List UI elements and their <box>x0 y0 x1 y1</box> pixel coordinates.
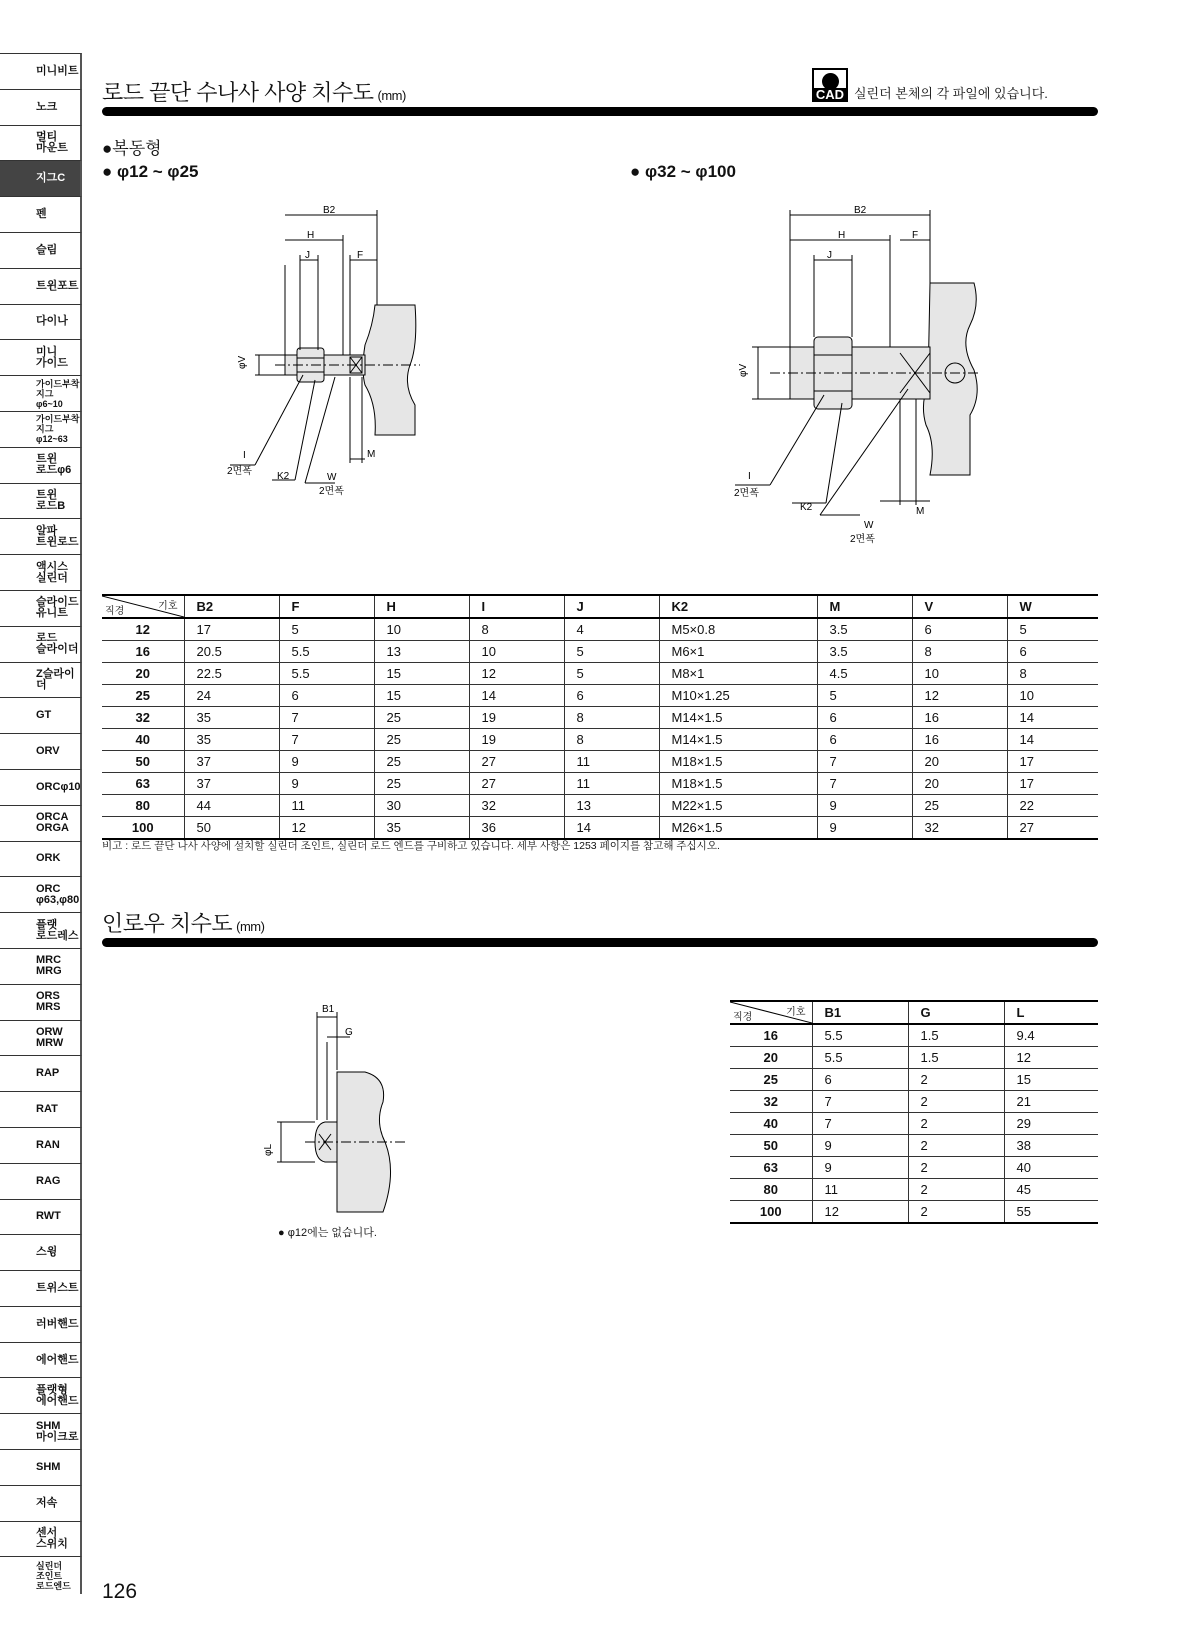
sidebar-item-7[interactable]: 다이나 <box>0 304 82 340</box>
t1-value-cell: 44 <box>184 795 279 817</box>
left-drawing-heading: ● φ12 ~ φ25 <box>102 162 199 181</box>
t2-diameter-cell: 40 <box>730 1113 812 1135</box>
t1-value-cell: 24 <box>184 685 279 707</box>
t2-value-cell: 2 <box>908 1157 1004 1179</box>
t1-value-cell: 8 <box>1007 663 1098 685</box>
t1-value-cell: 8 <box>564 707 659 729</box>
t1-value-cell: 4 <box>564 618 659 641</box>
t1-diameter-cell: 40 <box>102 729 184 751</box>
sidebar-item-10[interactable]: 가이드부착지그 φ12~63 <box>0 411 82 447</box>
sidebar-item-9[interactable]: 가이드부착지그 φ6~10 <box>0 375 82 411</box>
t2-corner-top-label: 기호 <box>786 1007 806 1018</box>
t2-value-cell: 11 <box>812 1179 908 1201</box>
dim-v-label-large: φV <box>738 363 749 377</box>
t1-diameter-cell: 63 <box>102 773 184 795</box>
right-drawing-heading: ● φ32 ~ φ100 <box>630 162 736 181</box>
t1-value-cell: 50 <box>184 817 279 840</box>
t1-value-cell: M14×1.5 <box>659 729 817 751</box>
t2-value-cell: 1.5 <box>908 1024 1004 1047</box>
t1-header-cell: H <box>374 595 469 618</box>
rod-end-spec-table <box>102 594 1098 840</box>
t2-value-cell: 2 <box>908 1069 1004 1091</box>
t1-value-cell: 30 <box>374 795 469 817</box>
section1-divider <box>102 107 1098 116</box>
dim-k2-label-small: K2 <box>277 471 290 482</box>
t1-value-cell: 14 <box>469 685 564 707</box>
spigot-note: ● φ12에는 없습니다. <box>278 1227 377 1239</box>
dim-b2-label-large: B2 <box>854 205 867 216</box>
sidebar-item-13[interactable]: 알파 트윈로드 <box>0 518 82 554</box>
sidebar-item-4[interactable]: 펜 <box>0 196 82 232</box>
dim-f-label-large: F <box>912 230 919 241</box>
t1-value-cell: 16 <box>912 707 1007 729</box>
t2-diameter-cell: 25 <box>730 1069 812 1091</box>
t1-value-cell: 3.5 <box>817 618 912 641</box>
sidebar-item-20[interactable]: ORCφ10 <box>0 769 82 805</box>
t1-value-cell: M26×1.5 <box>659 817 817 840</box>
dim-b1-label: B1 <box>322 1004 335 1015</box>
t2-value-cell: 2 <box>908 1113 1004 1135</box>
sidebar-item-22[interactable]: ORK <box>0 841 82 877</box>
t1-corner-bottom-label: 직경 <box>105 606 125 617</box>
t2-table-row <box>730 1047 1098 1069</box>
t1-diameter-cell: 12 <box>102 618 184 641</box>
dim-w-flat-label-small: 2면폭 <box>319 486 344 497</box>
cad-icon-label: CAD <box>812 88 848 102</box>
t1-value-cell: 12 <box>279 817 374 840</box>
t2-corner-bottom-label: 직경 <box>733 1012 753 1023</box>
t1-value-cell: 14 <box>564 817 659 840</box>
t1-value-cell: 13 <box>564 795 659 817</box>
t1-value-cell: 10 <box>912 663 1007 685</box>
t1-value-cell: M18×1.5 <box>659 751 817 773</box>
dim-j-label-large: J <box>827 250 832 261</box>
section2-divider <box>102 938 1098 947</box>
t2-value-cell: 12 <box>1004 1047 1098 1069</box>
t1-value-cell: 16 <box>912 729 1007 751</box>
t2-diameter-cell: 32 <box>730 1091 812 1113</box>
t1-value-cell: 6 <box>1007 641 1098 663</box>
t1-value-cell: 20 <box>912 773 1007 795</box>
sidebar-item-29[interactable]: RAT <box>0 1091 82 1127</box>
cad-note-text: 실린더 본체의 각 파일에 있습니다. <box>854 86 1048 101</box>
t1-header-cell: B2 <box>184 595 279 618</box>
t2-value-cell: 29 <box>1004 1113 1098 1135</box>
t1-value-cell: 17 <box>1007 773 1098 795</box>
t1-value-cell: 25 <box>374 773 469 795</box>
section1-unit: (mm) <box>377 88 406 103</box>
rod-end-drawing-small <box>215 205 435 525</box>
t1-value-cell: 8 <box>564 729 659 751</box>
dim-m-label-large: M <box>916 506 925 517</box>
t2-table-row <box>730 1024 1098 1047</box>
sidebar-item-25[interactable]: MRC MRG <box>0 948 82 984</box>
sidebar-item-17[interactable]: Z슬라이더 <box>0 662 82 698</box>
t1-value-cell: 6 <box>279 685 374 707</box>
dim-i-flat-label-large: 2면폭 <box>734 488 759 499</box>
t1-header-cell: M <box>817 595 912 618</box>
sidebar-item-32[interactable]: RWT <box>0 1199 82 1235</box>
t2-table-row <box>730 1179 1098 1201</box>
t2-diameter-cell: 16 <box>730 1024 812 1047</box>
sidebar-item-34[interactable]: 트위스트 <box>0 1270 82 1306</box>
sidebar-item-11[interactable]: 트윈 로드φ6 <box>0 447 82 483</box>
dim-i-flat-label-small: 2면폭 <box>227 466 252 477</box>
t1-value-cell: M6×1 <box>659 641 817 663</box>
t1-value-cell: 15 <box>374 685 469 707</box>
sidebar-item-1[interactable]: 노크 <box>0 89 82 125</box>
section1-title <box>102 76 406 107</box>
t2-value-cell: 12 <box>812 1201 908 1224</box>
t1-value-cell: 6 <box>817 729 912 751</box>
t2-value-cell: 9.4 <box>1004 1024 1098 1047</box>
table-remark: 비고 : 로드 끝단 나사 사양에 설치할 실린더 조인트, 실린더 로드 엔드를 구비하고 있습니다. 세부 사항은 1253 페이지를 참고해 주십시오. <box>102 840 720 852</box>
t1-value-cell: 27 <box>469 751 564 773</box>
t1-table-row <box>102 729 1098 751</box>
t2-value-cell: 45 <box>1004 1179 1098 1201</box>
t2-diameter-cell: 80 <box>730 1179 812 1201</box>
rod-end-drawing-large <box>730 205 1000 555</box>
t1-value-cell: 25 <box>374 751 469 773</box>
sidebar-item-31[interactable]: RAG <box>0 1163 82 1199</box>
t1-diameter-cell: 20 <box>102 663 184 685</box>
t1-value-cell: 4.5 <box>817 663 912 685</box>
t1-value-cell: 32 <box>469 795 564 817</box>
t2-diameter-cell: 50 <box>730 1135 812 1157</box>
t1-value-cell: M18×1.5 <box>659 773 817 795</box>
sidebar-item-33[interactable]: 스윙 <box>0 1234 82 1270</box>
t1-value-cell: 11 <box>564 751 659 773</box>
page-number: 126 <box>102 1580 138 1603</box>
sidebar-item-14[interactable]: 액시스 실린더 <box>0 554 82 590</box>
t2-value-cell: 2 <box>908 1201 1004 1224</box>
t2-value-cell: 38 <box>1004 1135 1098 1157</box>
t1-table-row <box>102 751 1098 773</box>
sidebar-item-2[interactable]: 멀티 마운트 <box>0 125 82 161</box>
t1-table-row <box>102 817 1098 840</box>
t2-value-cell: 9 <box>812 1135 908 1157</box>
t1-value-cell: 5.5 <box>279 663 374 685</box>
t1-value-cell: 19 <box>469 729 564 751</box>
t1-value-cell: 9 <box>279 751 374 773</box>
t1-value-cell: 22.5 <box>184 663 279 685</box>
sidebar-item-0[interactable]: 미니비트 <box>0 53 82 89</box>
t1-header-cell: W <box>1007 595 1098 618</box>
sidebar-item-5[interactable]: 슬림 <box>0 232 82 268</box>
t1-diameter-cell: 25 <box>102 685 184 707</box>
t1-header-cell: V <box>912 595 1007 618</box>
sidebar-item-18[interactable]: GT <box>0 697 82 733</box>
dim-k2-label-large: K2 <box>800 502 813 513</box>
t1-value-cell: 8 <box>912 641 1007 663</box>
sidebar-item-30[interactable]: RAN <box>0 1127 82 1163</box>
dim-j-label-small: J <box>305 250 310 261</box>
sidebar-item-19[interactable]: ORV <box>0 733 82 769</box>
dim-b2-label-small: B2 <box>323 205 336 216</box>
t1-header-cell: F <box>279 595 374 618</box>
t1-table-row <box>102 618 1098 641</box>
dim-f-label-small: F <box>357 250 364 261</box>
t1-table-row <box>102 773 1098 795</box>
t1-diameter-cell: 32 <box>102 707 184 729</box>
t2-header-cell: L <box>1004 1001 1098 1024</box>
sidebar-item-37[interactable]: 플랫형 에어핸드 <box>0 1377 82 1413</box>
t2-value-cell: 2 <box>908 1179 1004 1201</box>
t1-value-cell: 25 <box>374 729 469 751</box>
section1-title-text: 로드 끝단 수나사 사양 치수도 <box>102 80 374 105</box>
t1-value-cell: 9 <box>817 817 912 840</box>
t1-value-cell: 7 <box>279 729 374 751</box>
t1-value-cell: 6 <box>564 685 659 707</box>
t1-value-cell: 10 <box>1007 685 1098 707</box>
cad-icon <box>812 68 848 102</box>
t1-value-cell: M10×1.25 <box>659 685 817 707</box>
t1-value-cell: 5 <box>1007 618 1098 641</box>
t1-corner-header <box>102 595 184 618</box>
dim-g-label: G <box>345 1027 353 1038</box>
sidebar-item-39[interactable]: SHM <box>0 1449 82 1485</box>
t1-header-cell: J <box>564 595 659 618</box>
section2-unit: (mm) <box>236 919 265 934</box>
section2-title-text: 인로우 치수도 <box>102 911 233 936</box>
spigot-spec-table <box>730 1000 1098 1224</box>
t1-diameter-cell: 80 <box>102 795 184 817</box>
t2-value-cell: 55 <box>1004 1201 1098 1224</box>
t1-value-cell: 9 <box>817 795 912 817</box>
sidebar-item-3[interactable]: 지그C <box>0 160 82 196</box>
dim-w-flat-label-large: 2면폭 <box>850 534 875 545</box>
t1-value-cell: 14 <box>1007 707 1098 729</box>
type-label: ●복동형 <box>102 139 162 158</box>
sidebar-item-36[interactable]: 에어핸드 <box>0 1342 82 1378</box>
t1-value-cell: 35 <box>184 729 279 751</box>
t2-value-cell: 2 <box>908 1135 1004 1157</box>
t1-value-cell: 19 <box>469 707 564 729</box>
t2-value-cell: 2 <box>908 1091 1004 1113</box>
t2-value-cell: 21 <box>1004 1091 1098 1113</box>
t1-value-cell: 17 <box>1007 751 1098 773</box>
t1-value-cell: 12 <box>912 685 1007 707</box>
t1-header-cell: K2 <box>659 595 817 618</box>
t2-table-row <box>730 1069 1098 1091</box>
t1-value-cell: 32 <box>912 817 1007 840</box>
t1-value-cell: 13 <box>374 641 469 663</box>
t1-value-cell: 5 <box>564 663 659 685</box>
t1-value-cell: M14×1.5 <box>659 707 817 729</box>
t1-value-cell: 9 <box>279 773 374 795</box>
t2-value-cell: 9 <box>812 1157 908 1179</box>
t2-diameter-cell: 63 <box>730 1157 812 1179</box>
t1-value-cell: 20.5 <box>184 641 279 663</box>
sidebar-item-26[interactable]: ORS MRS <box>0 984 82 1020</box>
sidebar-item-23[interactable]: ORC φ63,φ80 <box>0 876 82 912</box>
t1-table-row <box>102 707 1098 729</box>
t1-value-cell: 15 <box>374 663 469 685</box>
sidebar-item-38[interactable]: SHM 마이크로 <box>0 1413 82 1449</box>
t1-value-cell: 11 <box>564 773 659 795</box>
t1-diameter-cell: 16 <box>102 641 184 663</box>
sidebar-item-16[interactable]: 로드 슬라이더 <box>0 626 82 662</box>
t1-value-cell: 22 <box>1007 795 1098 817</box>
t2-header-cell: B1 <box>812 1001 908 1024</box>
t2-value-cell: 7 <box>812 1113 908 1135</box>
dim-v-label-small: φV <box>237 355 248 369</box>
t2-value-cell: 6 <box>812 1069 908 1091</box>
t2-value-cell: 5.5 <box>812 1024 908 1047</box>
t1-value-cell: 10 <box>469 641 564 663</box>
sidebar-item-40[interactable]: 저속 <box>0 1485 82 1521</box>
t1-table-row <box>102 685 1098 707</box>
dim-w-label-small: W <box>327 472 337 483</box>
t2-value-cell: 40 <box>1004 1157 1098 1179</box>
t1-value-cell: 7 <box>817 773 912 795</box>
sidebar-item-12[interactable]: 트윈 로드B <box>0 483 82 519</box>
t2-value-cell: 15 <box>1004 1069 1098 1091</box>
t2-corner-header <box>730 1001 812 1024</box>
sidebar-item-27[interactable]: ORW MRW <box>0 1020 82 1056</box>
t1-header-cell: I <box>469 595 564 618</box>
t1-value-cell: 37 <box>184 751 279 773</box>
t2-table-row <box>730 1091 1098 1113</box>
sidebar-item-42[interactable]: 실린더 조인트 로드엔드 <box>0 1556 82 1594</box>
dim-h-label-large: H <box>838 230 846 241</box>
t1-corner-top-label: 기호 <box>158 601 178 612</box>
t1-value-cell: 10 <box>374 618 469 641</box>
t2-diameter-cell: 100 <box>730 1201 812 1224</box>
t2-value-cell: 1.5 <box>908 1047 1004 1069</box>
t1-value-cell: 14 <box>1007 729 1098 751</box>
t2-table-row <box>730 1201 1098 1224</box>
dim-l-label: φL <box>263 1143 274 1156</box>
t2-value-cell: 5.5 <box>812 1047 908 1069</box>
t1-value-cell: 17 <box>184 618 279 641</box>
t1-value-cell: 3.5 <box>817 641 912 663</box>
t1-diameter-cell: 100 <box>102 817 184 840</box>
t1-value-cell: 37 <box>184 773 279 795</box>
t2-table-row <box>730 1135 1098 1157</box>
spigot-drawing <box>255 1002 415 1222</box>
t1-value-cell: 11 <box>279 795 374 817</box>
section2-title <box>102 907 264 938</box>
t1-value-cell: 36 <box>469 817 564 840</box>
t1-table-row <box>102 795 1098 817</box>
t1-table-row <box>102 641 1098 663</box>
sidebar-item-35[interactable]: 러버핸드 <box>0 1306 82 1342</box>
dim-h-label-small: H <box>307 230 315 241</box>
t1-value-cell: 7 <box>817 751 912 773</box>
sidebar-item-41[interactable]: 센서 스위치 <box>0 1521 82 1557</box>
cad-note <box>812 68 1048 102</box>
dim-i-label-large: I <box>748 471 751 482</box>
t2-diameter-cell: 20 <box>730 1047 812 1069</box>
dim-i-label-small: I <box>243 450 246 461</box>
t1-value-cell: 6 <box>817 707 912 729</box>
sidebar-item-28[interactable]: RAP <box>0 1055 82 1091</box>
dim-w-label-large: W <box>864 520 874 531</box>
t1-table-row <box>102 663 1098 685</box>
t1-value-cell: 8 <box>469 618 564 641</box>
t1-value-cell: 5.5 <box>279 641 374 663</box>
t1-value-cell: 27 <box>469 773 564 795</box>
sidebar-item-15[interactable]: 슬라이드 유니트 <box>0 590 82 626</box>
t1-value-cell: 35 <box>184 707 279 729</box>
t2-value-cell: 7 <box>812 1091 908 1113</box>
t1-value-cell: 5 <box>817 685 912 707</box>
t1-value-cell: 5 <box>279 618 374 641</box>
t1-value-cell: 20 <box>912 751 1007 773</box>
t2-table-row <box>730 1113 1098 1135</box>
t1-value-cell: 12 <box>469 663 564 685</box>
sidebar-item-6[interactable]: 트윈포트 <box>0 268 82 304</box>
t1-value-cell: 27 <box>1007 817 1098 840</box>
t1-value-cell: 25 <box>912 795 1007 817</box>
t1-value-cell: M22×1.5 <box>659 795 817 817</box>
sidebar-item-8[interactable]: 미니 가이드 <box>0 339 82 375</box>
t1-diameter-cell: 50 <box>102 751 184 773</box>
dim-m-label-small: M <box>367 449 376 460</box>
sidebar-item-24[interactable]: 플랫 로드레스 <box>0 912 82 948</box>
t1-value-cell: 5 <box>564 641 659 663</box>
t1-value-cell: 35 <box>374 817 469 840</box>
sidebar-nav <box>0 53 82 1594</box>
t2-table-row <box>730 1157 1098 1179</box>
t2-header-cell: G <box>908 1001 1004 1024</box>
t1-value-cell: 6 <box>912 618 1007 641</box>
t1-value-cell: M5×0.8 <box>659 618 817 641</box>
t1-value-cell: 7 <box>279 707 374 729</box>
sidebar-item-21[interactable]: ORCA ORGA <box>0 805 82 841</box>
t1-value-cell: M8×1 <box>659 663 817 685</box>
t1-value-cell: 25 <box>374 707 469 729</box>
